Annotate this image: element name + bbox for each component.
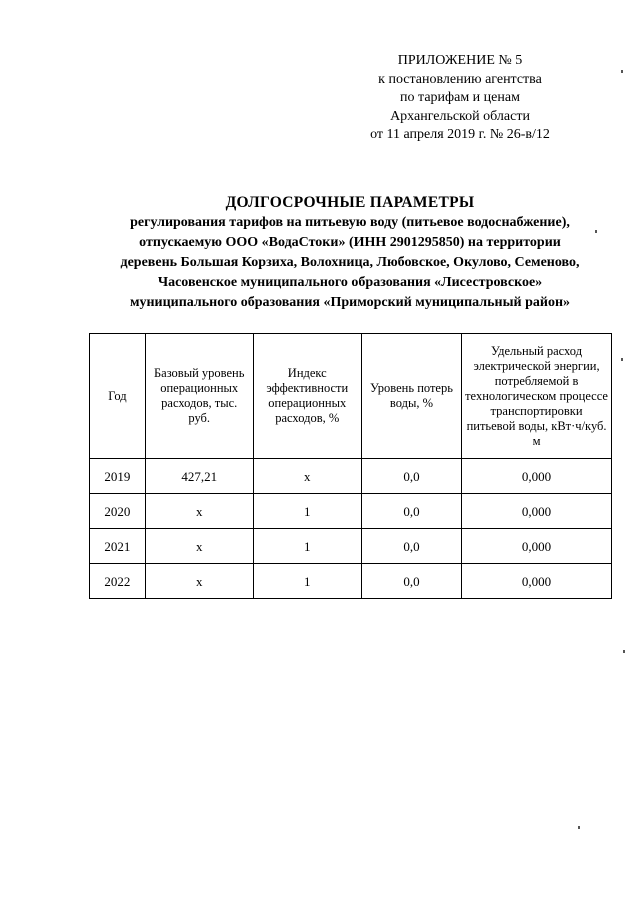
cell-year: 2021: [90, 529, 146, 564]
scan-speck: [595, 230, 597, 233]
header-energy-consumption: Удельный расход электрической энергии, потребляемой в технологическом процессе транспортировки питьевой воды, кВт·ч/куб. м: [462, 334, 612, 459]
table-row: [90, 564, 612, 599]
appendix-date-line: от 11 апреля 2019 г. № 26-в/12: [370, 127, 550, 142]
title-line-2: отпускаемую ООО «ВодаСтоки» (ИНН 2901295850) на территории: [139, 235, 561, 250]
cell-base: x: [145, 494, 253, 529]
parameters-table: [89, 333, 612, 599]
page-title: ДОЛГОСРОЧНЫЕ ПАРАМЕТРЫ: [225, 194, 475, 211]
cell-energy: 0,000: [462, 494, 612, 529]
appendix-agency-line: по тарифам и ценам: [400, 90, 520, 105]
cell-base: x: [145, 529, 253, 564]
header-efficiency-index: Индекс эффективности операционных расходов, %: [253, 334, 361, 459]
cell-loss: 0,0: [361, 459, 461, 494]
title-line-5: муниципального образования «Приморский муниципальный район»: [129, 295, 571, 310]
cell-index: 1: [253, 564, 361, 599]
scan-speck: [578, 826, 580, 829]
table-row: [90, 459, 612, 494]
cell-index: 1: [253, 494, 361, 529]
scan-speck: [621, 70, 623, 73]
table-header-row: [90, 334, 612, 459]
header-water-loss: Уровень потерь воды, %: [361, 334, 461, 459]
title-line-4: Часовенское муниципального образования «Лисестровское»: [157, 275, 543, 290]
cell-energy: 0,000: [462, 564, 612, 599]
cell-year: 2020: [90, 494, 146, 529]
cell-energy: 0,000: [462, 529, 612, 564]
cell-year: 2022: [90, 564, 146, 599]
cell-loss: 0,0: [361, 494, 461, 529]
title-line-3: деревень Большая Корзиха, Волохница, Любовское, Окулово, Семеново,: [120, 255, 580, 270]
header-year: Год: [90, 334, 146, 459]
cell-base: x: [145, 564, 253, 599]
appendix-region-line: Архангельской области: [390, 108, 530, 124]
cell-energy: 0,000: [462, 459, 612, 494]
appendix-resolution-line: к постановлению агентства: [378, 71, 542, 87]
document-title: [80, 193, 620, 313]
cell-year: 2019: [90, 459, 146, 494]
appendix-number: ПРИЛОЖЕНИЕ № 5: [397, 53, 523, 68]
scan-speck: [621, 358, 623, 361]
cell-index: x: [253, 459, 361, 494]
title-line-1: регулирования тарифов на питьевую воду (питьевое водоснабжение),: [130, 215, 570, 230]
cell-index: 1: [253, 529, 361, 564]
table-row: [90, 494, 612, 529]
header-base-level: Базовый уровень операционных расходов, тыс. руб.: [145, 334, 253, 459]
cell-loss: 0,0: [361, 564, 461, 599]
cell-base: 427,21: [145, 459, 253, 494]
table-row: [90, 529, 612, 564]
cell-loss: 0,0: [361, 529, 461, 564]
appendix-block: [330, 52, 590, 145]
scan-speck: [623, 650, 625, 653]
